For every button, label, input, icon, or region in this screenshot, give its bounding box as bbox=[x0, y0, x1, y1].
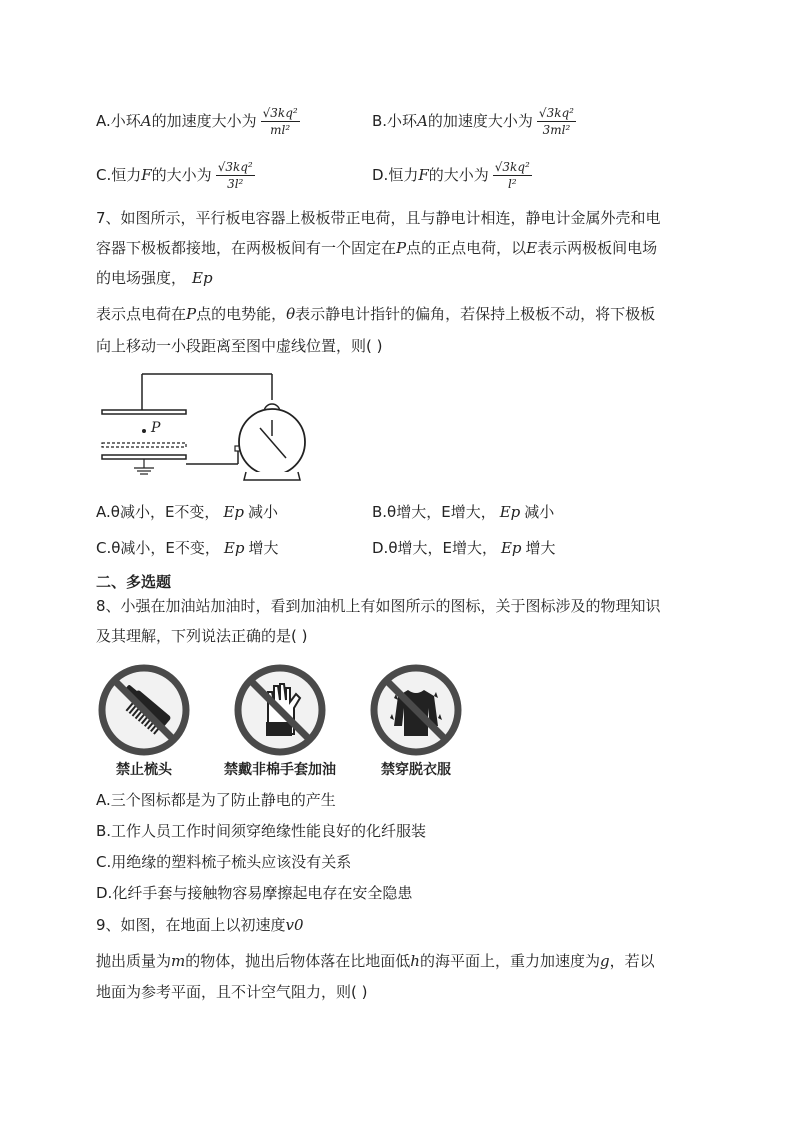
q7-option-d: D.θ增大，E增大， Ep 增大 bbox=[372, 539, 556, 557]
q6-option-c: C.恒力F的大小为 $\frac{\text{√3kq²}}{\text{3l²}}$ bbox=[96, 160, 253, 191]
q8-option-d: D.化纤手套与接触物容易摩擦起电存在安全隐患 bbox=[96, 884, 413, 902]
q8-option-a: A.三个图标都是为了防止静电的产生 bbox=[96, 791, 336, 809]
point-charge bbox=[142, 429, 146, 433]
q9-text-line1: 9、如图，在地面上以初速度v0 bbox=[96, 916, 304, 934]
q7-option-a: A.θ减小，E不变， Ep 减小 bbox=[96, 503, 278, 521]
q7-text-line3: 的电场强度， Ep bbox=[96, 269, 213, 287]
point-p-label: P bbox=[151, 420, 161, 436]
q7-option-b: B.θ增大，E增大， Ep 减小 bbox=[372, 503, 555, 521]
q9-text-line2: 抛出质量为m的物体，抛出后物体落在比地面低h的海平面上，重力加速度为g，若以 bbox=[96, 952, 655, 970]
q7-text-line1: 7、如图所示，平行板电容器上极板带正电荷，且与静电计相连，静电计金属外壳和电 bbox=[96, 209, 661, 227]
q8-option-c: C.用绝缘的塑料梳子梳头应该没有关系 bbox=[96, 853, 352, 871]
no-non-cotton-gloves-icon bbox=[234, 664, 326, 756]
q8-text-line2: 及其理解，下列说法正确的是( ) bbox=[96, 627, 308, 645]
q7-text-line5: 向上移动一小段距离至图中虚线位置，则( ) bbox=[96, 337, 383, 355]
q6-option-d: D.恒力F的大小为 $\frac{\text{√3kq²}}{\text{l²}}$ bbox=[372, 160, 530, 191]
no-changing-clothes-icon bbox=[370, 664, 462, 756]
q7-text-line2: 容器下极板都接地，在两极板间有一个固定在P点的正点电荷，以E表示两极板间电场 bbox=[96, 239, 658, 257]
no-combing-icon bbox=[98, 664, 190, 756]
caption-no-combing: 禁止梳头 bbox=[116, 762, 172, 778]
q6-option-a: A.小环A的加速度大小为 $\frac{\text{√3kq²}}{\text{ml²}}$ bbox=[96, 106, 298, 137]
dashed-plate-position bbox=[102, 443, 186, 447]
capacitor-figure bbox=[96, 370, 356, 490]
q7-text-line4: 表示点电荷在P点的电势能，θ表示静电计指针的偏角，若保持上极板不动，将下极板 bbox=[96, 305, 656, 323]
lower-plate bbox=[102, 455, 186, 459]
caption-no-non-cotton-gloves: 禁戴非棉手套加油 bbox=[224, 762, 336, 778]
upper-plate bbox=[102, 410, 186, 414]
q8-text-line1: 8、小强在加油站加油时，看到加油机上有如图所示的图标，关于图标涉及的物理知识 bbox=[96, 597, 661, 615]
q6-option-b: B.小环A的加速度大小为 $\frac{\text{√3kq²}}{\text{3ml²}}$ bbox=[372, 106, 574, 137]
q9-text-line3: 地面为参考平面，且不计空气阻力，则( ) bbox=[96, 983, 368, 1001]
section-title: 二、多选题 bbox=[96, 573, 172, 591]
q7-option-c: C.θ减小，E不变， Ep 增大 bbox=[96, 539, 279, 557]
q8-option-b: B.工作人员工作时间须穿绝缘性能良好的化纤服装 bbox=[96, 822, 427, 840]
caption-no-changing-clothes: 禁穿脱衣服 bbox=[381, 762, 451, 778]
